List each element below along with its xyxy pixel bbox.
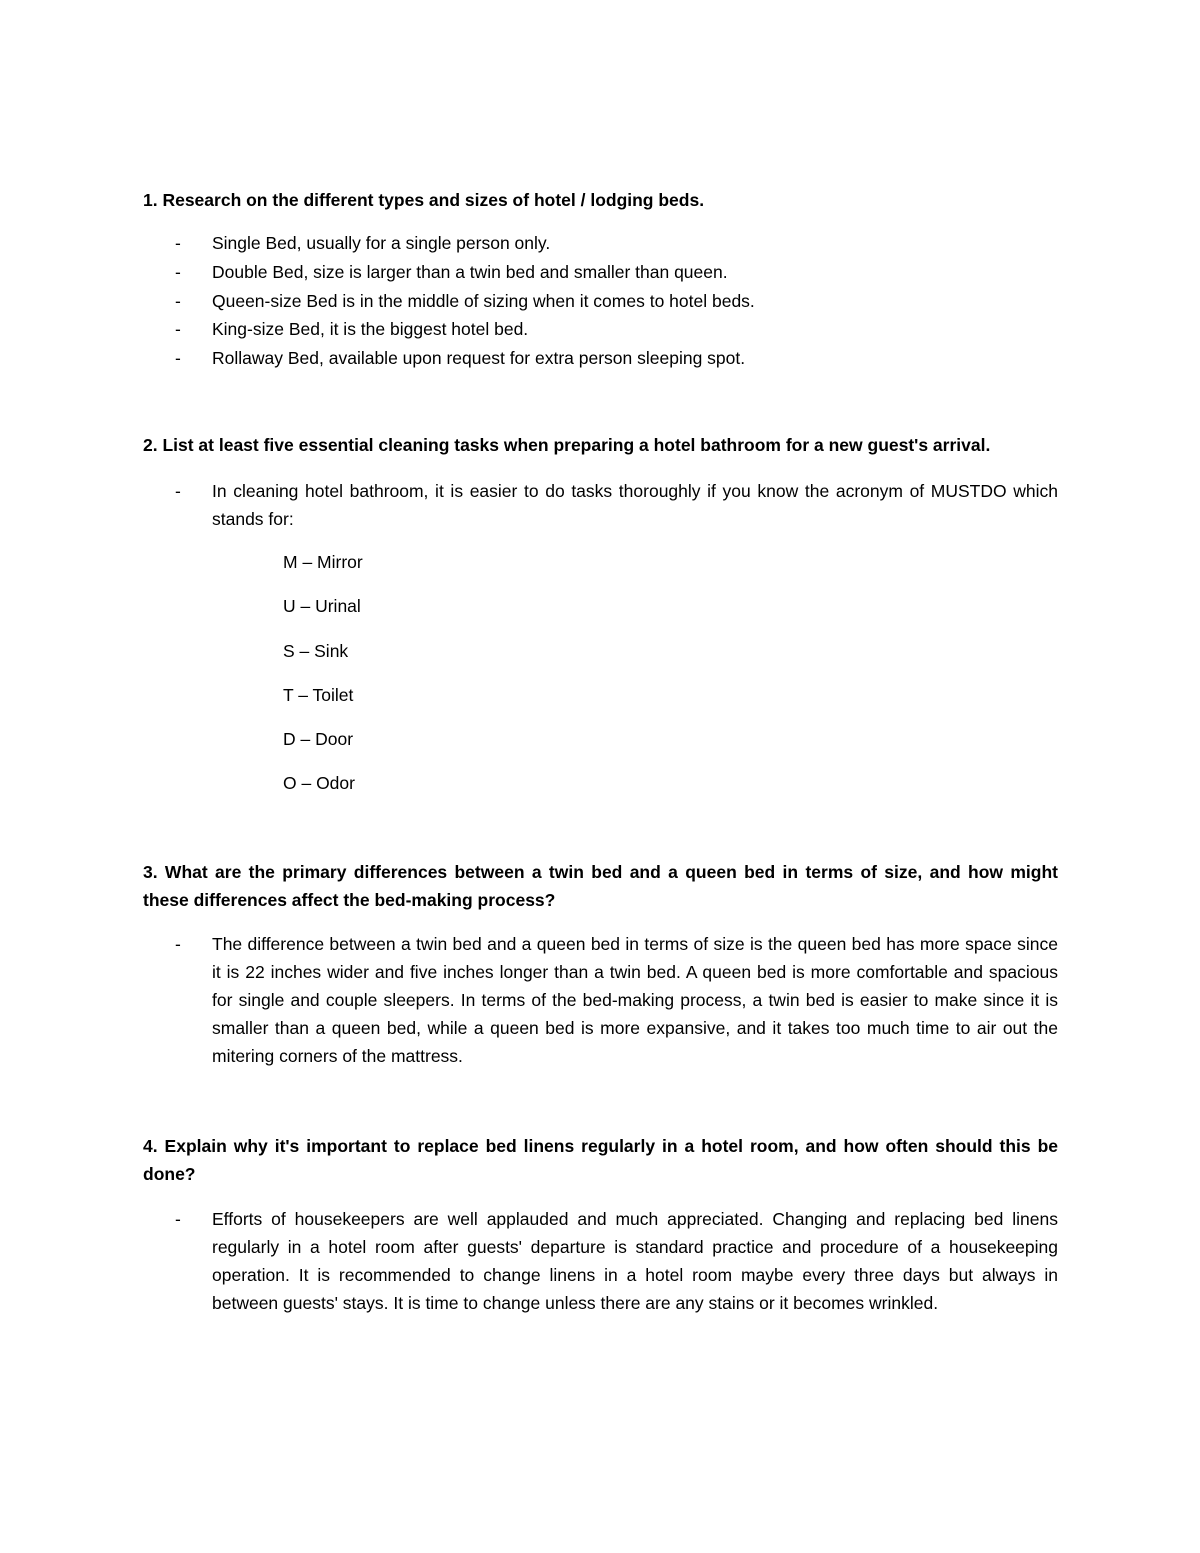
dash-bullet: - [175,1209,181,1229]
acronym-line-odor: O – Odor [283,773,355,793]
question-4-heading: 4. Explain why it's important to replace bed linens regularly in a hotel room, and how often should this be done? [143,1136,1058,1184]
twin-vs-queen-answer: The difference between a twin bed and a queen bed in terms of size is the queen bed has more space since it is 22 inches wider and five inches longer than a twin bed. A queen bed is more comfortable and spacious for single and couple sleepers. In terms of the bed-making process, a twin bed is easier to make since it is smaller than a queen bed, while a queen bed is more expansive, and it takes too much time to air out the mitering corners of the mattress. [212,934,1058,1066]
list-item [143,258,1058,286]
dash-bullet: - [175,233,181,253]
list-item [143,229,1058,257]
mustdo-intro: In cleaning hotel bathroom, it is easier to do tasks thoroughly if you know the acronym of MUSTDO which stands for: [212,481,1058,529]
dash-bullet: - [175,348,181,368]
bed-type-queen: Queen-size Bed is in the middle of sizing when it comes to hotel beds. [212,291,755,311]
list-item [143,930,1058,1070]
list-item [143,287,1058,315]
question-2-heading: 2. List at least five essential cleaning tasks when preparing a hotel bathroom for a new guest's arrival. [143,435,991,455]
bed-linens-answer: Efforts of housekeepers are well applauded and much appreciated. Changing and replacing bed linens regularly in a hotel room after guests' departure is standard practice and procedure of a housekeeping operation. It is recommended to change linens in a hotel room maybe every three days but always in between guests' stays. It is time to change unless there are any stains or it becomes wrinkled. [212,1209,1058,1313]
bed-type-single: Single Bed, usually for a single person only. [212,233,551,253]
list-item [143,344,1058,372]
bed-type-double: Double Bed, size is larger than a twin bed and smaller than queen. [212,262,728,282]
list-item [143,477,1058,533]
dash-bullet: - [175,262,181,282]
dash-bullet: - [175,291,181,311]
list-item [143,315,1058,343]
acronym-line-toilet: T – Toilet [283,685,354,705]
acronym-line-sink: S – Sink [283,641,349,661]
dash-bullet: - [175,481,181,501]
question-3-heading: 3. What are the primary differences between a twin bed and a queen bed in terms of size, and how might these differences affect the bed-making process? [143,862,1058,910]
bed-type-rollaway: Rollaway Bed, available upon request for extra person sleeping spot. [212,348,746,368]
list-item [143,1205,1058,1317]
acronym-line-urinal: U – Urinal [283,596,361,616]
acronym-line-mirror: M – Mirror [283,552,363,572]
bed-type-king: King-size Bed, it is the biggest hotel bed. [212,319,529,339]
question-1-heading: 1. Research on the different types and sizes of hotel / lodging beds. [143,190,705,210]
acronym-line-door: D – Door [283,729,354,749]
dash-bullet: - [175,934,181,954]
dash-bullet: - [175,319,181,339]
